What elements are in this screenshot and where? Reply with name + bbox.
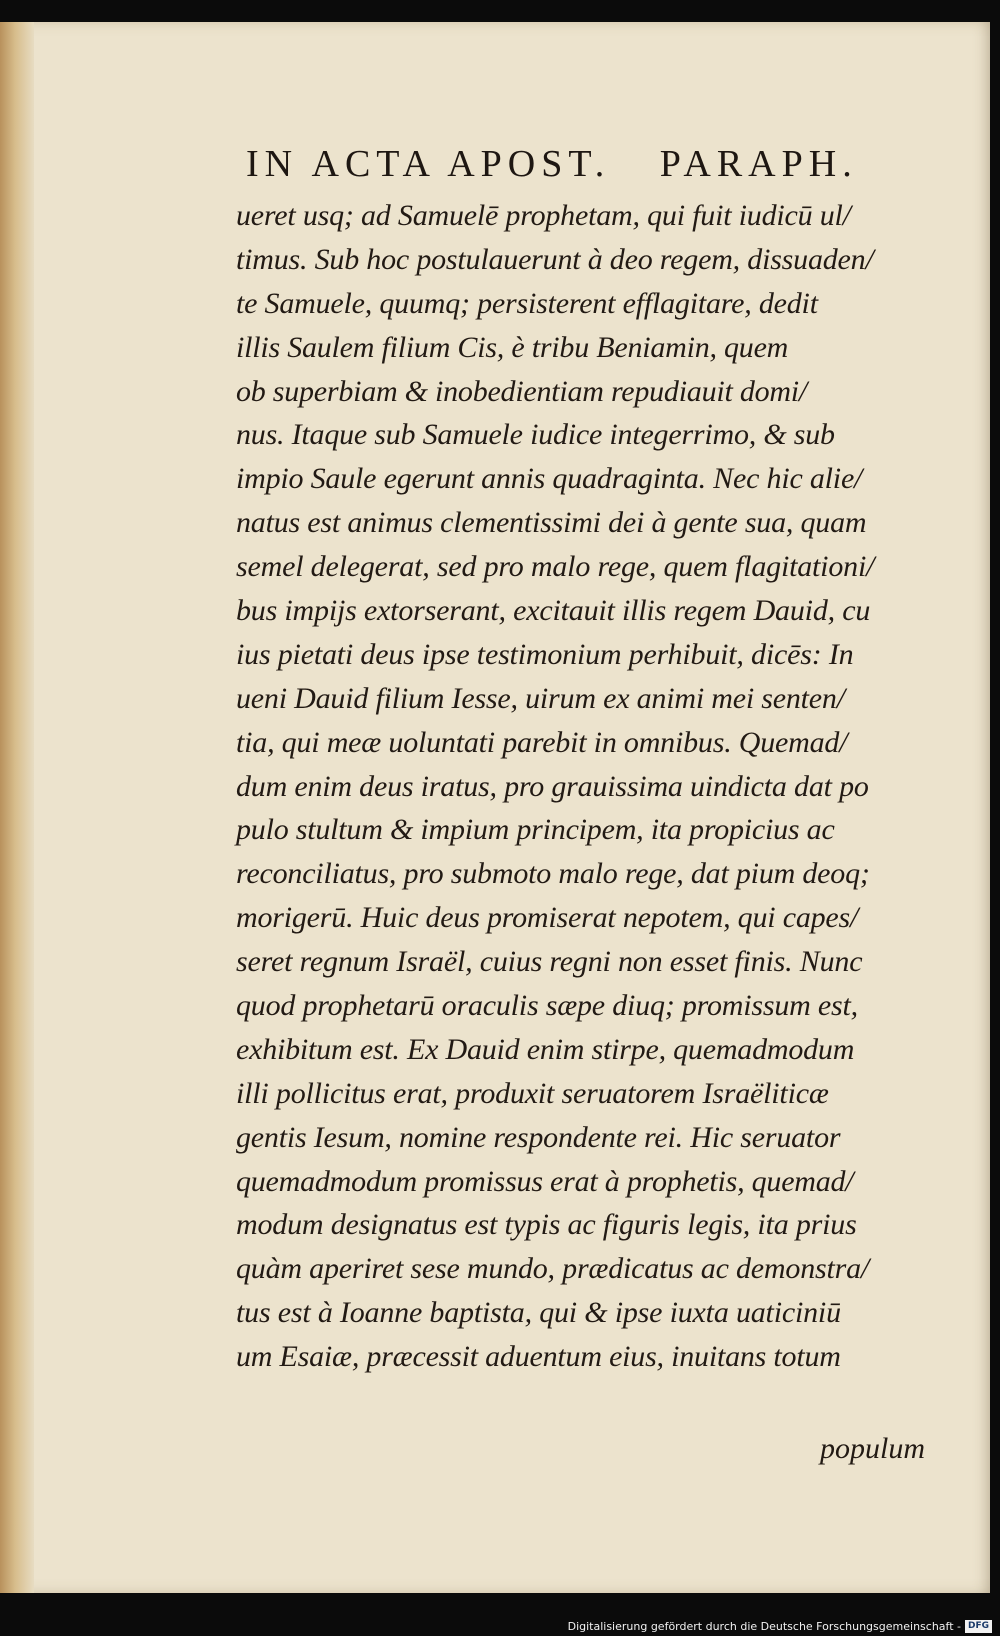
- running-header: [246, 142, 866, 188]
- text-line: illi pollicitus erat, produxit seruatorem Israëliticæ: [236, 1076, 829, 1110]
- text-line: seret regnum Israël, cuius regni non esset finis. Nunc: [236, 945, 863, 979]
- text-line: natus est animus clementissimi dei à gente sua, quam: [236, 506, 867, 540]
- header-title: IN ACTA APOST.: [246, 143, 611, 185]
- text-line: te Samuele, quumq; persisterent efflagitare, dedit: [236, 286, 818, 320]
- text-line: bus impijs extorserant, excitauit illis regem Dauid, cu: [236, 594, 871, 628]
- text-line: gentis Iesum, nomine respondente rei. Hic seruator: [236, 1120, 841, 1154]
- text-line: illis Saulem filium Cis, è tribu Beniamin, quem: [236, 330, 789, 364]
- text-line: quàm aperiret sese mundo, prædicatus ac demonstra/: [236, 1252, 870, 1286]
- text-line: ueret usq; ad Samuelē prophetam, qui fuit iudicū ul/: [236, 199, 851, 232]
- text-line: modum designatus est typis ac figuris legis, ita prius: [236, 1208, 857, 1242]
- text-line: reconciliatus, pro submoto malo rege, dat pium deoq;: [236, 857, 870, 891]
- text-line: dum enim deus iratus, pro grauissima uindicta dat po: [236, 769, 869, 803]
- text-line: pulo stultum & impium principem, ita propicius ac: [236, 813, 835, 847]
- body-text: [236, 194, 936, 1379]
- text-line: tia, qui meæ uoluntati parebit in omnibus. Quemad/: [236, 725, 848, 759]
- digitization-credit: [568, 1618, 992, 1634]
- dfg-logo: DFG: [965, 1620, 992, 1633]
- text-line: tus est à Ioanne baptista, qui & ipse iuxta uaticiniū: [236, 1296, 841, 1330]
- text-line: ueni Dauid filium Iesse, uirum ex animi mei senten/: [236, 681, 845, 715]
- text-line: morigerū. Huic deus promiserat nepotem, qui capes/: [236, 901, 859, 935]
- text-line: exhibitum est. Ex Dauid enim stirpe, quemadmodum: [236, 1032, 855, 1066]
- text-line: ob superbiam & inobedientiam repudiauit domi/: [236, 374, 808, 408]
- text-line: impio Saule egerunt annis quadraginta. Nec hic alie/: [236, 462, 863, 496]
- catchword: populum: [820, 1432, 925, 1465]
- text-line: timus. Sub hoc postulauerunt à deo regem, dissuaden/: [236, 242, 874, 276]
- header-running-title: PARAPH.: [659, 143, 858, 185]
- text-line: um Esaiæ, præcessit aduentum eius, inuitans totum: [236, 1340, 841, 1374]
- text-line: quod prophetarū oraculis sæpe diuq; promissum est,: [236, 989, 858, 1023]
- book-page: [0, 22, 990, 1593]
- credit-text: Digitalisierung gefördert durch die Deutsche Forschungsgemeinschaft -: [567, 1619, 961, 1633]
- text-line: nus. Itaque sub Samuele iudice integerrimo, & sub: [236, 418, 835, 452]
- text-line: ius pietati deus ipse testimonium perhibuit, dicēs: In: [236, 637, 854, 671]
- text-line: quemadmodum promissus erat à prophetis, quemad/: [236, 1164, 854, 1198]
- text-line: semel delegerat, sed pro malo rege, quem flagitationi/: [236, 550, 875, 584]
- page-gutter: [0, 22, 34, 1593]
